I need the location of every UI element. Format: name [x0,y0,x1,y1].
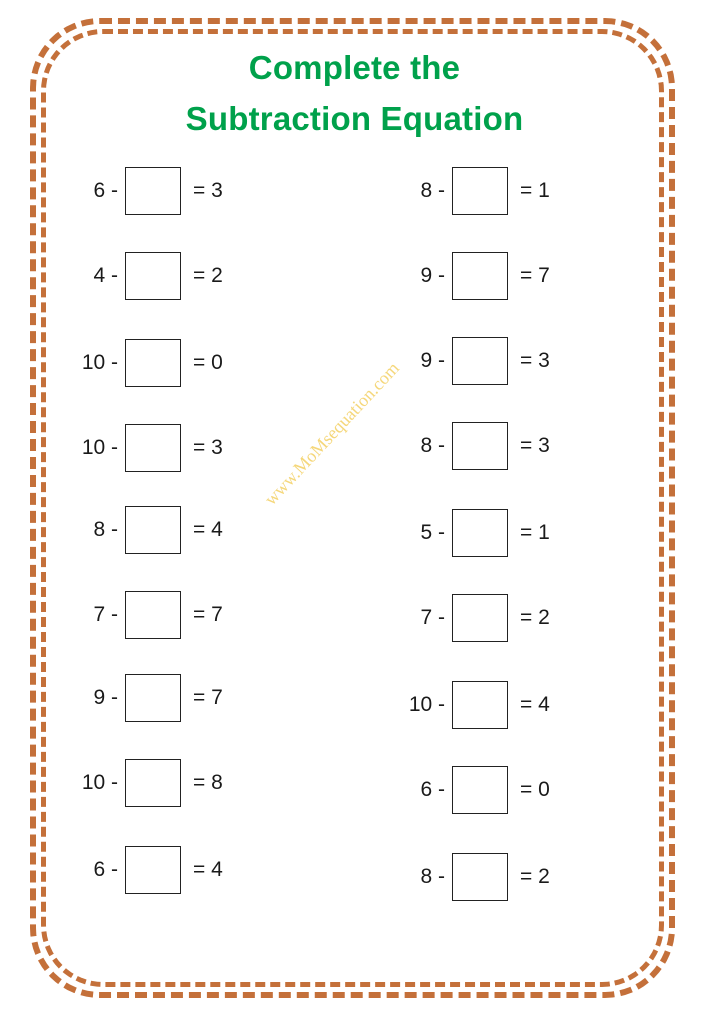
equation-result: = 4 [193,857,223,881]
equation-minuend: 8 - [420,433,445,457]
equation-row [387,403,659,488]
equation-minuend: 10 - [81,770,118,794]
equation-minuend: 8 - [420,864,445,888]
equation-result: = 7 [520,263,550,287]
equation-minuend: 9 - [420,348,445,372]
equation-row [60,320,332,405]
equation-minuend: 4 - [93,263,118,287]
equation-row [60,233,332,318]
equation-minuend: 10 - [81,350,118,374]
equation-result: = 3 [193,178,223,202]
page-title-line-1: Complete the [248,49,461,86]
answer-box[interactable] [125,424,181,472]
equation-row [60,740,332,825]
equation-row [387,662,659,747]
equation-result: = 1 [520,178,550,202]
page-title [0,42,709,144]
answer-box[interactable] [452,853,508,901]
answer-box[interactable] [452,766,508,814]
equation-result: = 0 [520,777,550,801]
answer-box[interactable] [452,252,508,300]
problems-container [50,148,659,919]
answer-box[interactable] [452,422,508,470]
equation-minuend: 7 - [420,605,445,629]
equation-row [387,148,659,233]
equation-row [387,834,659,919]
equation-result: = 4 [193,517,223,541]
equation-row [60,487,332,572]
equation-row [60,405,332,490]
answer-box[interactable] [452,167,508,215]
answer-box[interactable] [125,167,181,215]
equation-row [60,148,332,233]
answer-box[interactable] [125,252,181,300]
equation-minuend: 8 - [420,178,445,202]
answer-box[interactable] [452,681,508,729]
equation-result: = 2 [520,864,550,888]
equation-result: = 3 [520,348,550,372]
answer-box[interactable] [125,591,181,639]
answer-box[interactable] [452,509,508,557]
watermark: www.MoMsequation.com [260,357,404,509]
equation-row [60,572,332,657]
equation-minuend: 9 - [420,263,445,287]
equation-minuend: 8 - [93,517,118,541]
equation-minuend: 6 - [93,857,118,881]
equation-result: = 2 [520,605,550,629]
page-title-line-2: Subtraction Equation [185,100,524,138]
equation-result: = 3 [520,433,550,457]
answer-box[interactable] [125,846,181,894]
answer-box[interactable] [125,674,181,722]
equation-result: = 0 [193,350,223,374]
problems-column-left [50,148,332,919]
answer-box[interactable] [125,759,181,807]
equation-result: = 8 [193,770,223,794]
equation-row [60,827,332,912]
equation-row [387,490,659,575]
equation-result: = 1 [520,520,550,544]
problems-column-right [332,148,659,919]
equation-result: = 2 [193,263,223,287]
equation-row [387,747,659,832]
equation-minuend: 6 - [420,777,445,801]
equation-minuend: 5 - [420,520,445,544]
equation-minuend: 7 - [93,602,118,626]
equation-row [387,575,659,660]
equation-row [387,318,659,403]
equation-row [387,233,659,318]
equation-result: = 4 [520,692,550,716]
equation-result: = 3 [193,435,223,459]
equation-minuend: 9 - [93,685,118,709]
answer-box[interactable] [125,339,181,387]
equation-result: = 7 [193,602,223,626]
answer-box[interactable] [452,337,508,385]
equation-result: = 7 [193,685,223,709]
equation-minuend: 6 - [93,178,118,202]
equation-minuend: 10 - [81,435,118,459]
answer-box[interactable] [452,594,508,642]
equation-minuend: 10 - [408,692,445,716]
answer-box[interactable] [125,506,181,554]
equation-row [60,655,332,740]
